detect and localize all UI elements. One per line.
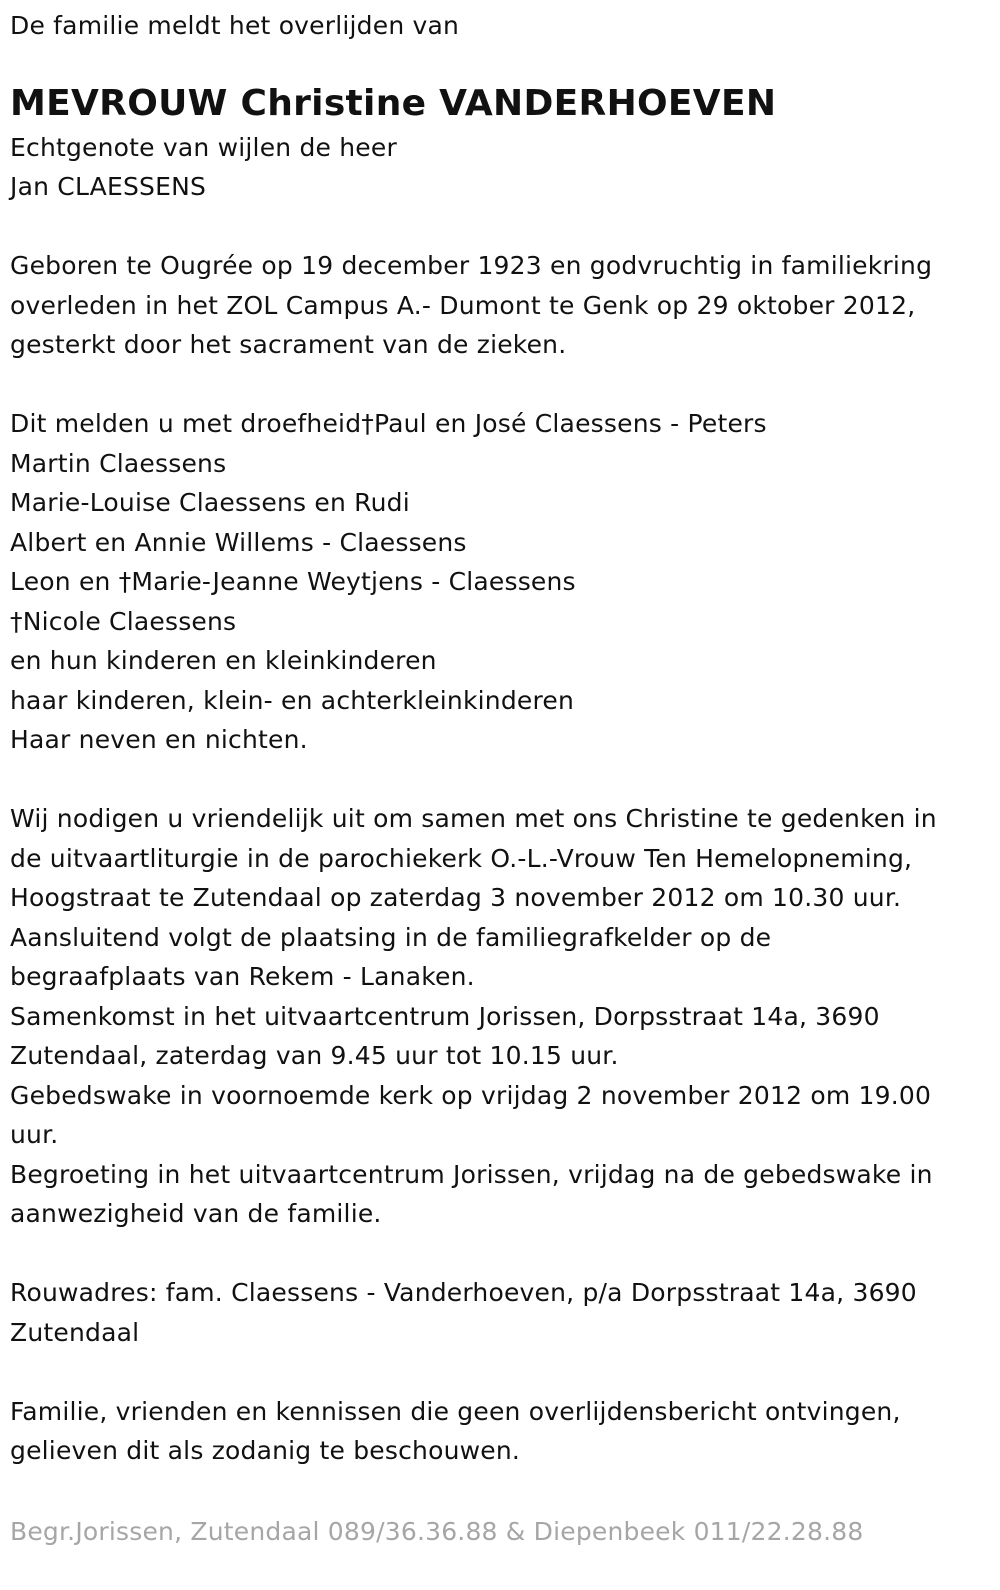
- birth-death-paragraph: [10, 246, 985, 365]
- announcer-line: Albert en Annie Willems - Claessens: [10, 527, 467, 557]
- notice-paragraph: [10, 1392, 985, 1471]
- text-line: Zutendaal, zaterdag van 9.45 uur tot 10.15 uur.: [10, 1041, 619, 1070]
- spacer: [10, 1234, 985, 1274]
- announcer-line: Haar neven en nichten.: [10, 725, 308, 754]
- text-line: Begroeting in het uitvaartcentrum Jorissen, vrijdag na de gebedswake in: [10, 1159, 933, 1189]
- spacer: [10, 760, 985, 800]
- announcers-list: [10, 404, 985, 760]
- deceased-name: MEVROUW Christine VANDERHOEVEN: [10, 82, 777, 124]
- announcer-line: †Nicole Claessens: [10, 606, 237, 636]
- announcer-line: haar kinderen, klein- en achterkleinkinderen: [10, 685, 575, 715]
- announcer-line: Martin Claessens: [10, 448, 227, 478]
- announcer-line: Leon en †Marie-Jeanne Weytjens - Claessens: [10, 567, 576, 596]
- text-line: overleden in het ZOL Campus A.- Dumont te Genk op 29 oktober 2012,: [10, 290, 916, 320]
- text-line: Aansluitend volgt de plaatsing in de familiegrafkelder op de: [10, 922, 772, 952]
- text-line: Samenkomst in het uitvaartcentrum Jorissen, Dorpsstraat 14a, 3690: [10, 1001, 880, 1031]
- text-line: gesterkt door het sacrament van de zieken.: [10, 330, 567, 359]
- ceremony-paragraph: [10, 799, 985, 1234]
- spacer: [10, 365, 985, 405]
- announcer-line: en hun kinderen en kleinkinderen: [10, 646, 437, 675]
- text-line: Rouwadres: fam. Claessens - Vanderhoeven, p/a Dorpsstraat 14a, 3690: [10, 1278, 917, 1307]
- spouse-name: Jan CLAESSENS: [10, 172, 207, 201]
- spouse-line: Echtgenote van wijlen de heer: [10, 132, 397, 162]
- funeral-home-footer: Begr.Jorissen, Zutendaal 089/36.36.88 & Diepenbeek 011/22.28.88: [10, 1517, 864, 1546]
- text-line: Wij nodigen u vriendelijk uit om samen met ons Christine te gedenken in: [10, 804, 937, 833]
- announcer-line: Marie-Louise Claessens en Rudi: [10, 488, 410, 517]
- mourning-address: [10, 1273, 985, 1352]
- text-line: Familie, vrienden en kennissen die geen overlijdensbericht ontvingen,: [10, 1396, 901, 1426]
- spacer: [10, 207, 985, 247]
- announcer-line: Dit melden u met droefheid†Paul en José Claessens - Peters: [10, 409, 767, 438]
- text-line: Geboren te Ougrée op 19 december 1923 en godvruchtig in familiekring: [10, 251, 933, 280]
- text-line: uur.: [10, 1120, 59, 1149]
- text-line: Zutendaal: [10, 1317, 140, 1347]
- obituary-notice: [10, 6, 985, 1471]
- text-line: aanwezigheid van de familie.: [10, 1199, 382, 1228]
- spacer: [10, 1352, 985, 1392]
- text-line: Gebedswake in voornoemde kerk op vrijdag 2 november 2012 om 19.00: [10, 1080, 932, 1110]
- text-line: Hoogstraat te Zutendaal op zaterdag 3 november 2012 om 10.30 uur.: [10, 883, 902, 912]
- intro-line: De familie meldt het overlijden van: [10, 11, 460, 40]
- text-line: begraafplaats van Rekem - Lanaken.: [10, 962, 475, 991]
- text-line: gelieven dit als zodanig te beschouwen.: [10, 1436, 521, 1465]
- text-line: de uitvaartliturgie in de parochiekerk O.-L.-Vrouw Ten Hemelopneming,: [10, 843, 913, 873]
